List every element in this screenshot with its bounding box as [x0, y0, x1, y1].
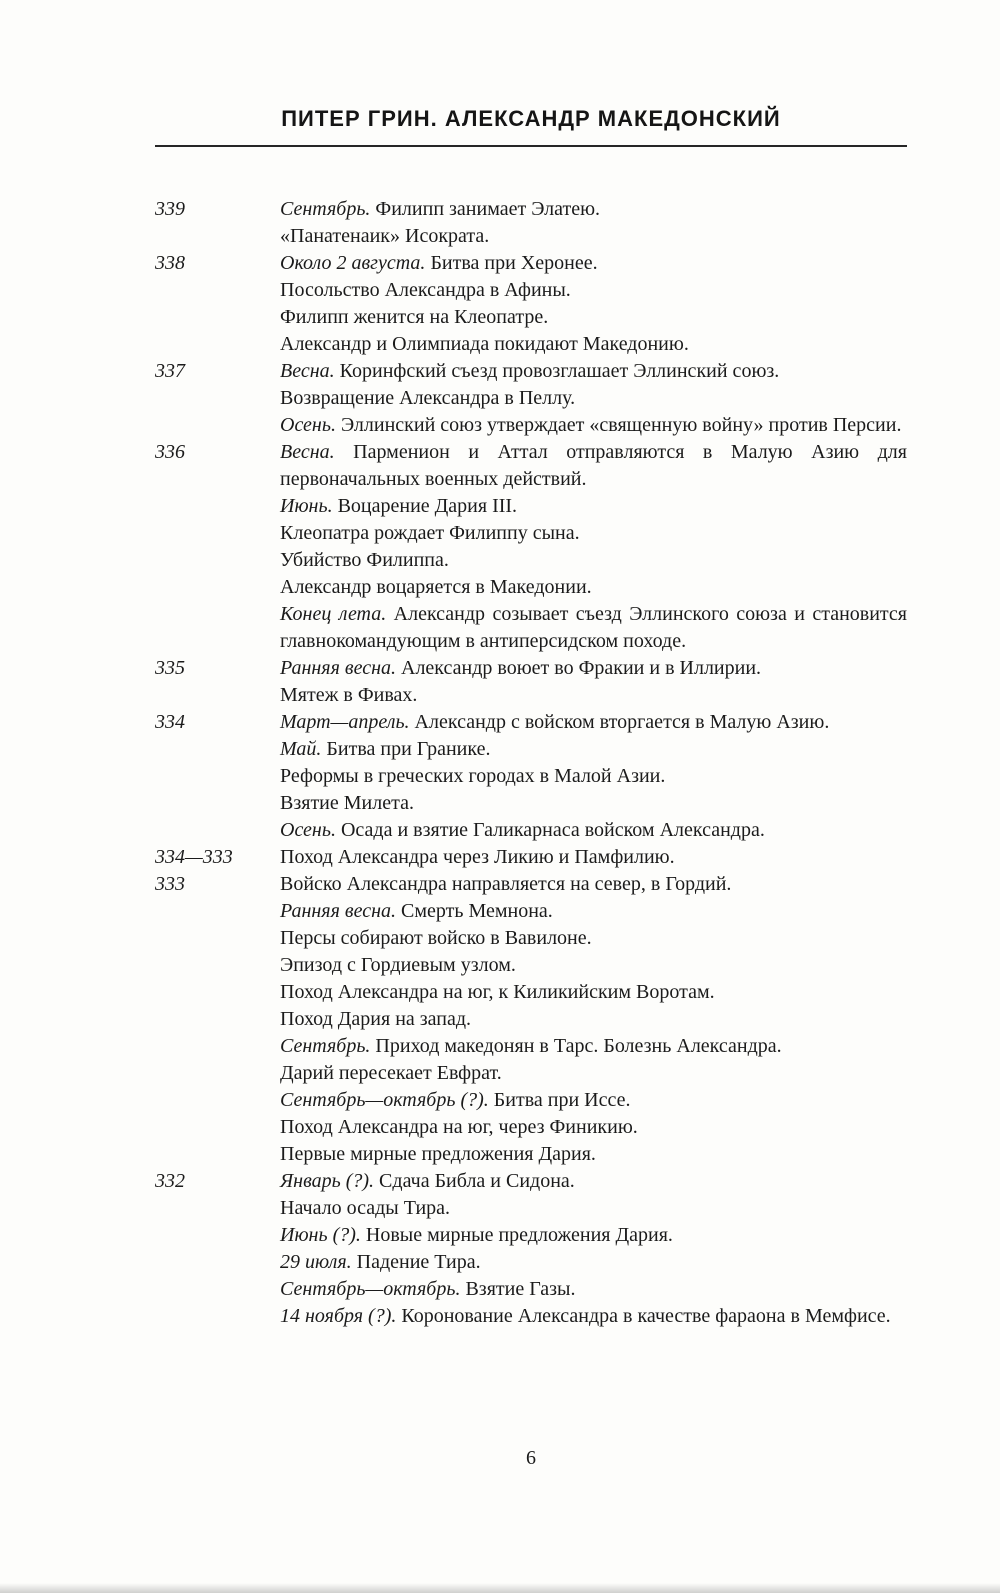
event-line: Конец лета. Александр созывает съезд Эллинского союза и становится главнокомандующим в антиперсидском походе. [280, 603, 907, 652]
timeline-row [155, 1168, 907, 1330]
event-list [280, 439, 907, 655]
event-line: Сентябрь. Приход македонян в Тарс. Болезнь Александра. [280, 1035, 782, 1057]
date-lead: Сентябрь. [280, 198, 371, 220]
date-lead: Осень. [280, 819, 336, 841]
event-line: Поход Дария на запад. [280, 1008, 472, 1030]
event-line: Сентябрь—октябрь. Взятие Газы. [280, 1278, 576, 1300]
event-line: Александр воцаряется в Македонии. [280, 576, 592, 598]
event-line: Январь (?). Сдача Библа и Сидона. [280, 1170, 575, 1192]
year-label: 333 [155, 873, 185, 895]
date-lead: Ранняя весна. [280, 657, 396, 679]
event-line: «Панатенаик» Исократа. [280, 225, 490, 247]
timeline-row [155, 709, 907, 844]
event-line: Июнь (?). Новые мирные предложения Дария. [280, 1224, 673, 1246]
event-line: Начало осады Тира. [280, 1197, 451, 1219]
event-line: Первые мирные предложения Дария. [280, 1143, 596, 1165]
event-line: Март—апрель. Александр с войском вторгается в Малую Азию. [280, 711, 830, 733]
event-line: Посольство Александра в Афины. [280, 279, 571, 301]
event-list [280, 250, 907, 358]
timeline-row [155, 439, 907, 655]
date-lead: Ранняя весна. [280, 900, 396, 922]
event-list [280, 1168, 907, 1330]
event-line: Около 2 августа. Битва при Херонее. [280, 252, 598, 274]
event-line: Клеопатра рождает Филиппу сына. [280, 522, 580, 544]
date-lead: Осень. [280, 414, 336, 436]
timeline-row [155, 844, 907, 871]
timeline-row [155, 358, 907, 439]
timeline-row [155, 871, 907, 1168]
date-lead: Сентябрь. [280, 1035, 371, 1057]
event-list [280, 196, 907, 250]
date-lead: Весна. [280, 360, 335, 382]
year-label: 332 [155, 1170, 185, 1192]
event-line: Ранняя весна. Смерть Мемнона. [280, 900, 553, 922]
event-line: Эпизод с Гордиевым узлом. [280, 954, 516, 976]
year-label: 337 [155, 360, 185, 382]
year-label: 334 [155, 711, 185, 733]
timeline [155, 196, 907, 1330]
year-label: 334—333 [155, 846, 233, 868]
year-label: 336 [155, 441, 185, 463]
event-line: 29 июля. Падение Тира. [280, 1251, 481, 1273]
event-list [280, 871, 907, 1168]
date-lead: Около 2 августа. [280, 252, 426, 274]
event-line: Филипп женится на Клеопатре. [280, 306, 549, 328]
event-line: Сентябрь. Филипп занимает Элатею. [280, 198, 601, 220]
page-title: ПИТЕР ГРИН. АЛЕКСАНДР МАКЕДОНСКИЙ [281, 106, 781, 131]
event-line: Июнь. Воцарение Дария III. [280, 495, 518, 517]
event-line: Убийство Филиппа. [280, 549, 449, 571]
event-line: Ранняя весна. Александр воюет во Фракии и в Иллирии. [280, 657, 762, 679]
event-line: Мятеж в Фивах. [280, 684, 418, 706]
event-line: Взятие Милета. [280, 792, 414, 814]
event-line: Сентябрь—октябрь (?). Битва при Иссе. [280, 1089, 631, 1111]
date-lead: 29 июля. [280, 1251, 352, 1273]
event-line: Войско Александра направляется на север, в Гордий. [280, 873, 732, 895]
event-line: Весна. Коринфский съезд провозглашает Эллинский союз. [280, 360, 780, 382]
year-label: 338 [155, 252, 185, 274]
date-lead: Весна. [280, 441, 335, 463]
event-line: Дарий пересекает Евфрат. [280, 1062, 502, 1084]
date-lead: Март—апрель. [280, 711, 410, 733]
year-label: 339 [155, 198, 185, 220]
event-line: Возвращение Александра в Пеллу. [280, 387, 576, 409]
date-lead: Июнь. [280, 495, 333, 517]
event-line: Поход Александра на юг, к Киликийским Воротам. [280, 981, 715, 1003]
event-list [280, 655, 907, 709]
timeline-row [155, 655, 907, 709]
page-number: 6 [526, 1447, 536, 1469]
event-line: Персы собирают войско в Вавилоне. [280, 927, 592, 949]
event-line: Александр и Олимпиада покидают Македонию. [280, 333, 689, 355]
event-line: 14 ноября (?). Коронование Александра в качестве фараона в Мемфисе. [280, 1305, 891, 1327]
event-line: Поход Александра на юг, через Финикию. [280, 1116, 638, 1138]
event-line: Поход Александра через Ликию и Памфилию. [280, 846, 675, 868]
divider [155, 145, 907, 147]
date-lead: Май. [280, 738, 322, 760]
event-line: Осень. Осада и взятие Галикарнаса войском Александра. [280, 819, 765, 841]
event-line: Май. Битва при Гранике. [280, 738, 491, 760]
event-list [280, 709, 907, 844]
event-line: Весна. Парменион и Аттал отправляются в Малую Азию для первоначальных военных действий. [280, 441, 907, 490]
event-line: Реформы в греческих городах в Малой Азии. [280, 765, 666, 787]
year-label: 335 [155, 657, 185, 679]
event-line: Осень. Эллинский союз утверждает «священную войну» против Персии. [280, 414, 902, 436]
event-list [280, 844, 907, 871]
event-list [280, 358, 907, 439]
timeline-row [155, 196, 907, 250]
date-lead: Январь (?). [280, 1170, 375, 1192]
date-lead: 14 ноября (?). [280, 1305, 397, 1327]
date-lead: Сентябрь—октябрь (?). [280, 1089, 489, 1111]
date-lead: Сентябрь—октябрь. [280, 1278, 461, 1300]
date-lead: Конец лета. [280, 603, 387, 625]
timeline-row [155, 250, 907, 358]
date-lead: Июнь (?). [280, 1224, 361, 1246]
